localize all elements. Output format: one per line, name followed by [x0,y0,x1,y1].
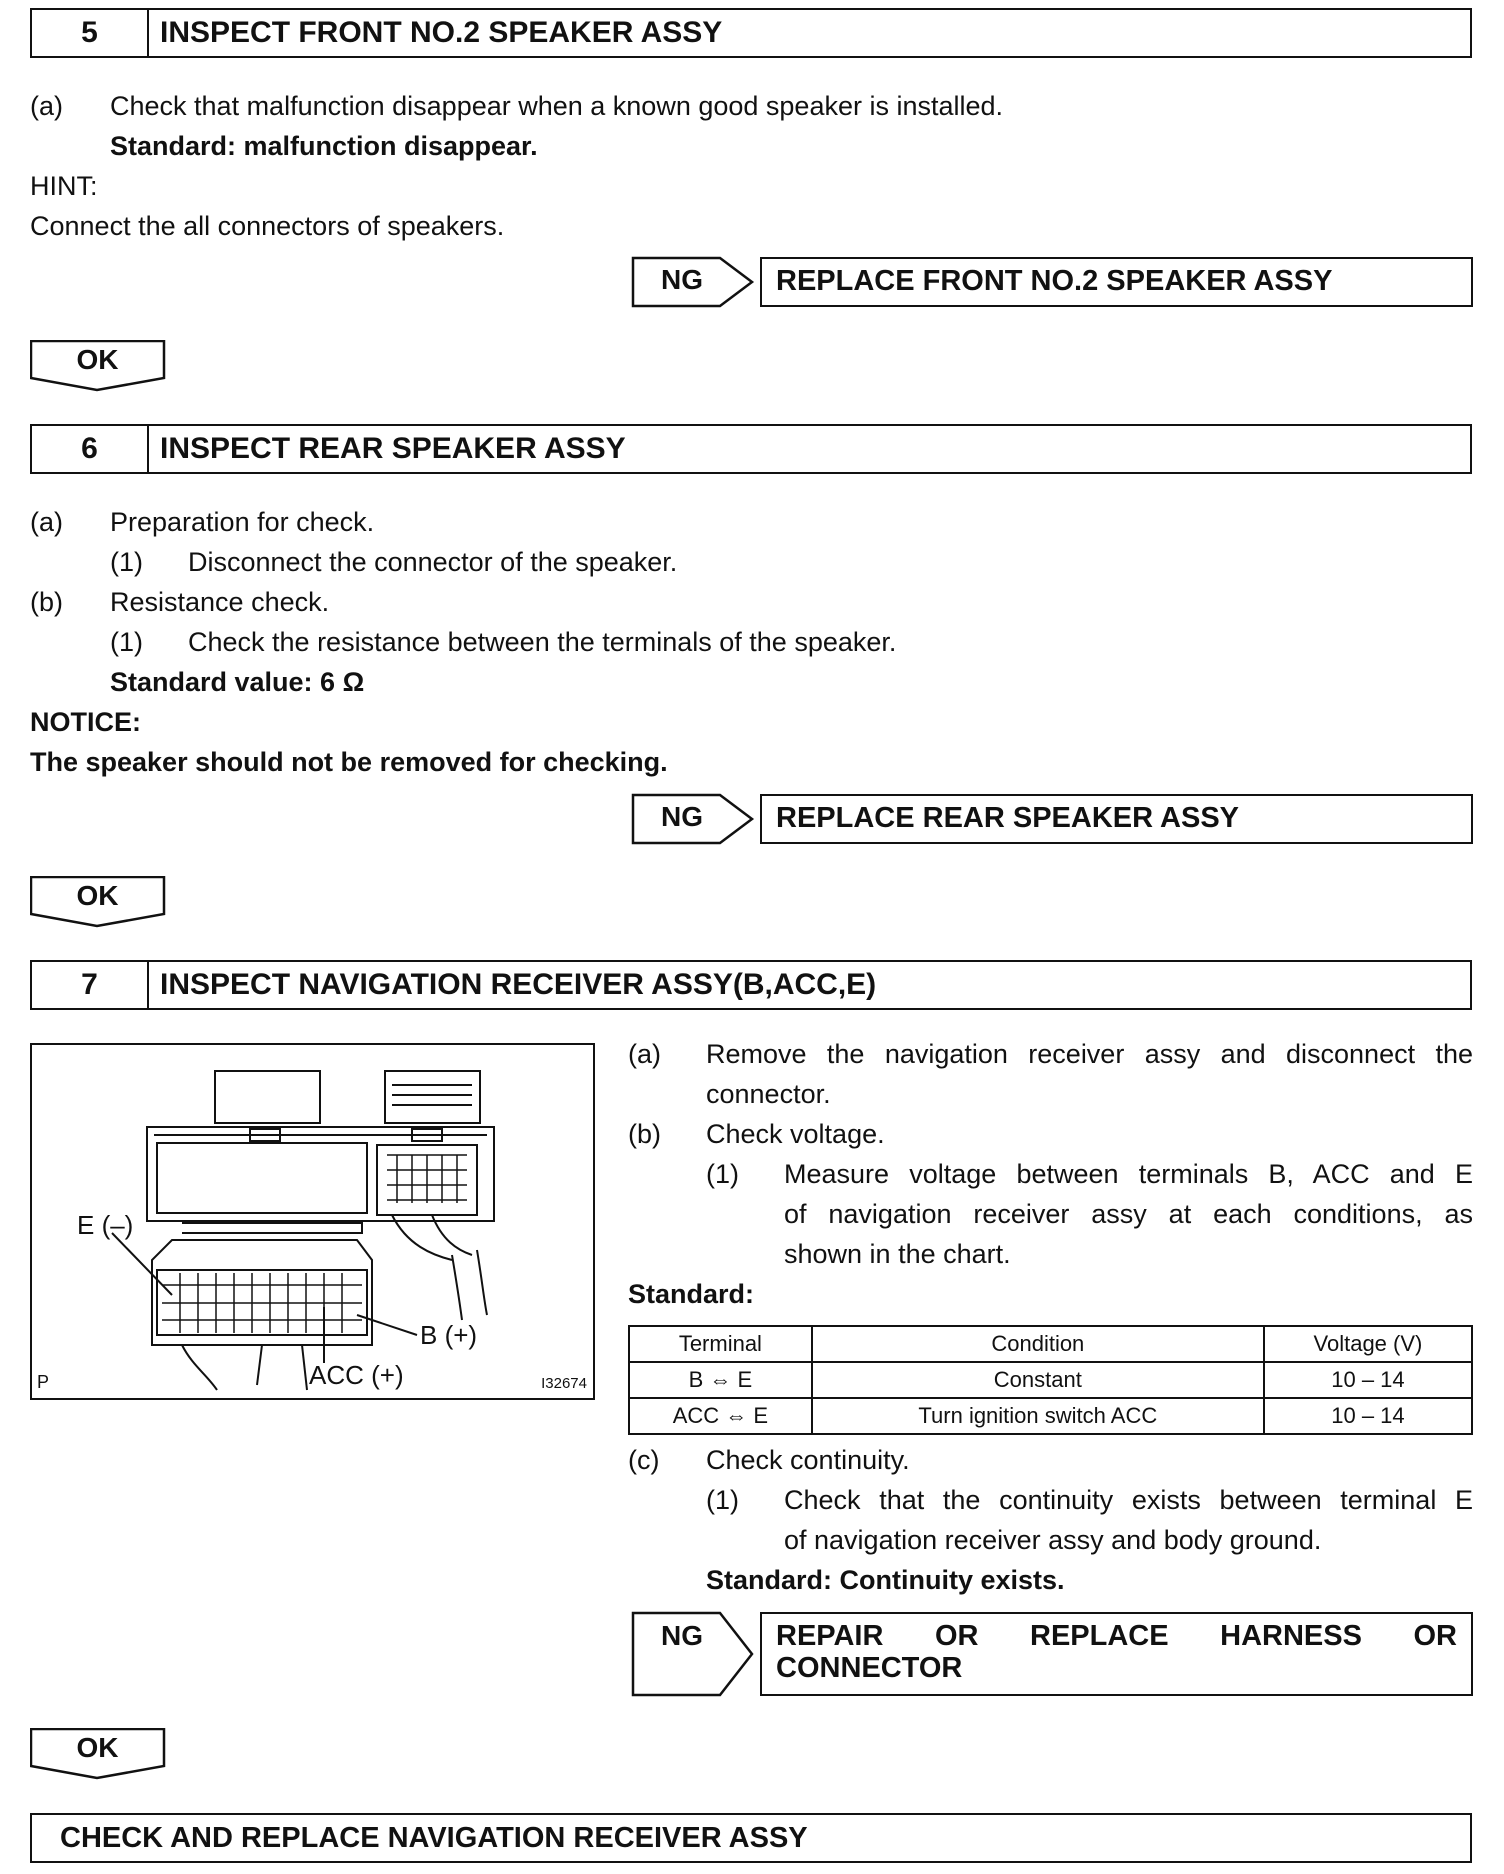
step7-c-text: Check continuity. [706,1445,910,1475]
step7-c1-text-1: Check that the continuity exists between terminal E [784,1485,1473,1515]
step7-ng-label: NG [661,1620,703,1651]
figure-id: I32674 [541,1375,587,1392]
table-header-cell: Voltage (V) [1264,1326,1472,1362]
step5-title: INSPECT FRONT NO.2 SPEAKER ASSY [160,16,723,49]
step5-hint-label: HINT: [30,171,98,201]
step6-a1-label: (1) [110,547,143,577]
step7-ng-action [760,1612,1473,1696]
step6-title: INSPECT REAR SPEAKER ASSY [160,432,626,465]
step7-c-label: (c) [628,1445,660,1475]
table-cell: 10 – 14 [1264,1398,1472,1434]
figure-label-b: B (+) [420,1320,478,1350]
step7-c1-label: (1) [706,1485,739,1515]
final-action-box: CHECK AND REPLACE NAVIGATION RECEIVER ASSY [30,1813,1472,1863]
step7-ng-action-line-1: REPAIR OR REPLACE HARNESS OR [776,1620,1457,1652]
table-cell: Turn ignition switch ACC [812,1398,1264,1434]
table-cell: 10 – 14 [1264,1362,1472,1398]
step7-c1-text-2: of navigation receiver assy and body ground. [784,1525,1322,1555]
step6-standard: Standard value: 6 Ω [110,667,365,697]
table-cell: ACC ⇔ E [629,1398,812,1434]
step7-b1-text-1: Measure voltage between terminals B, ACC and E [784,1159,1473,1189]
step5-a-text: Check that malfunction disappear when a known good speaker is installed. [110,91,1004,121]
step5-number: 5 [32,10,149,56]
connector-figure [30,1043,595,1400]
table-header-row [629,1326,1472,1362]
step5-ng-action: REPLACE FRONT NO.2 SPEAKER ASSY [760,257,1473,307]
table-cell: Constant [812,1362,1264,1398]
step5-header [30,8,1472,58]
step7-title: INSPECT NAVIGATION RECEIVER ASSY(B,ACC,E) [160,968,877,1001]
table-row [629,1362,1472,1398]
step6-header [30,424,1472,474]
step5-hint-text: Connect the all connectors of speakers. [30,211,505,241]
step6-ng-action: REPLACE REAR SPEAKER ASSY [760,794,1473,844]
step7-a-text-1: Remove the navigation receiver assy and disconnect the [706,1039,1473,1069]
step7-ok-label: OK [76,1732,119,1763]
step5-ok-label: OK [76,344,119,375]
figure-label-acc: ACC (+) [309,1360,404,1390]
step5-standard: Standard: malfunction disappear. [110,131,538,161]
step7-b1-text-3: shown in the chart. [784,1239,1011,1269]
step7-standard-label: Standard: [628,1279,755,1309]
step6-ng-label: NG [661,801,703,832]
step6-ok-label: OK [76,880,119,911]
step6-b-text: Resistance check. [110,587,330,617]
step6-a-text: Preparation for check. [110,507,375,537]
step6-b-label: (b) [30,587,63,617]
step6-notice-text: The speaker should not be removed for checking. [30,747,668,777]
step7-c-standard: Standard: Continuity exists. [706,1565,1065,1595]
step6-b1-label: (1) [110,627,143,657]
table-header-cell: Condition [812,1326,1264,1362]
step5-a-label: (a) [30,91,63,121]
step7-header [30,960,1472,1010]
table-row [629,1398,1472,1434]
step6-a-label: (a) [30,507,63,537]
figure-corner-label: P [37,1372,50,1392]
step7-number: 7 [32,962,149,1008]
step6-number: 6 [32,426,149,472]
step5-ng-label: NG [661,264,703,295]
step7-b-text: Check voltage. [706,1119,885,1149]
step7-b-label: (b) [628,1119,661,1149]
table-cell: B ⇔ E [629,1362,812,1398]
figure-label-e: E (–) [77,1210,134,1240]
table-header-cell: Terminal [629,1326,812,1362]
step7-a-label: (a) [628,1039,661,1069]
voltage-standard-table [628,1325,1473,1435]
step6-b1-text: Check the resistance between the terminals of the speaker. [188,627,897,657]
step7-ng-action-line-2: CONNECTOR [776,1652,963,1684]
step7-a-text-2: connector. [706,1079,831,1109]
step6-a1-text: Disconnect the connector of the speaker. [188,547,678,577]
step7-b1-label: (1) [706,1159,739,1189]
step7-b1-text-2: of navigation receiver assy at each conditions, as [784,1199,1473,1229]
step6-notice-label: NOTICE: [30,707,141,737]
